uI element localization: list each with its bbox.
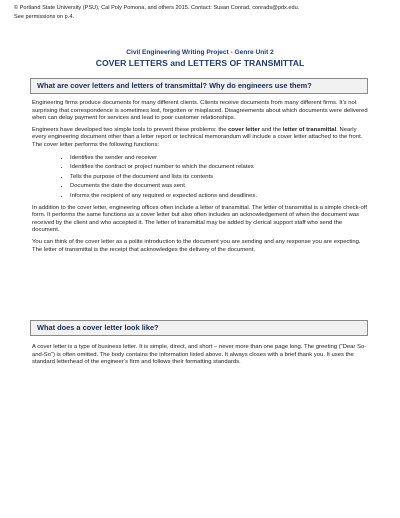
text-run: and the <box>259 126 283 133</box>
paragraph <box>32 127 370 150</box>
heading-block <box>0 48 400 69</box>
paragraph: A cover letter is a type of business letter. It is simple, direct, and short – never more than one page long. The greeting (“Dear So-and-So”) is often omitted. The body contains the information listed above. It always closes with a brief thank you. It uses the standard letterhead of the engineer’s firm and follows their formatting standards. <box>32 344 367 366</box>
paragraph: In addition to the cover letter, engineering offices often include a letter of transmittal. The letter of transmittal is a simple check-off form. It performs the same functions as a cover letter but also often includes an acknowledgement of when the document was received by the client and who accepted it. The letter of transmittal may be added by clerical support staff who send the document. <box>32 204 367 234</box>
copyright-line: © Portland State University (PSU), Cal Poly Pomona, and others 2015. Contact: Susan Conrad, conrads@pdx.edu. <box>14 5 300 11</box>
text-run: Engineers have developed two simple tools to prevent these problems: the <box>32 126 229 133</box>
list-item: • Identifies the contract or project number to which the document relates <box>70 163 370 173</box>
section-body-cover-letters <box>32 100 370 258</box>
section-body-cover-letter-look <box>32 344 370 371</box>
list-item: • Informs the recipient of any required or expected actions and deadlines. <box>70 192 370 202</box>
section-heading-cover-letter-look: What does a cover letter look like? <box>30 320 368 336</box>
list-item: • Tells the purpose of the document and lists its contents <box>70 173 370 183</box>
list-item: • Identifies the sender and receiver <box>70 154 370 164</box>
list-item: • Documents the date the document was sent <box>70 182 370 192</box>
permissions-line: See permissions on p.4. <box>14 13 75 20</box>
paragraph: You can think of the cover letter as a polite introduction to the document you are sending and any response you are expecting. The letter of transmittal is the receipt that acknowledges the delivery of the document. <box>32 238 361 253</box>
section-heading-cover-letters: What are cover letters and letters of transmittal? Why do engineers use them? <box>30 78 368 94</box>
bold-term: cover letter <box>228 126 260 133</box>
document-subtitle: Civil Engineering Writing Project - Genre Unit 2 <box>126 49 274 56</box>
bold-term: letter of transmittal <box>282 126 337 133</box>
text-run: . Nearly every engineering document other than a letter report or technical memorandum will include a cover letter attached to the front. The cover letter performs the following functions: <box>32 126 363 148</box>
paragraph: Engineering firms produce documents for many different clients. Clients receive documents from many different firms. It’s not surprising that correspondence is sometimes lost, forgotten or misplaced. Disagreements about which documents were delivered when can delay payment for services and lead to poor customer relationships. <box>32 100 368 122</box>
functions-list <box>32 154 370 202</box>
copyright-notice <box>14 4 384 21</box>
document-title: COVER LETTERS and LETTERS OF TRANSMITTAL <box>95 58 305 68</box>
